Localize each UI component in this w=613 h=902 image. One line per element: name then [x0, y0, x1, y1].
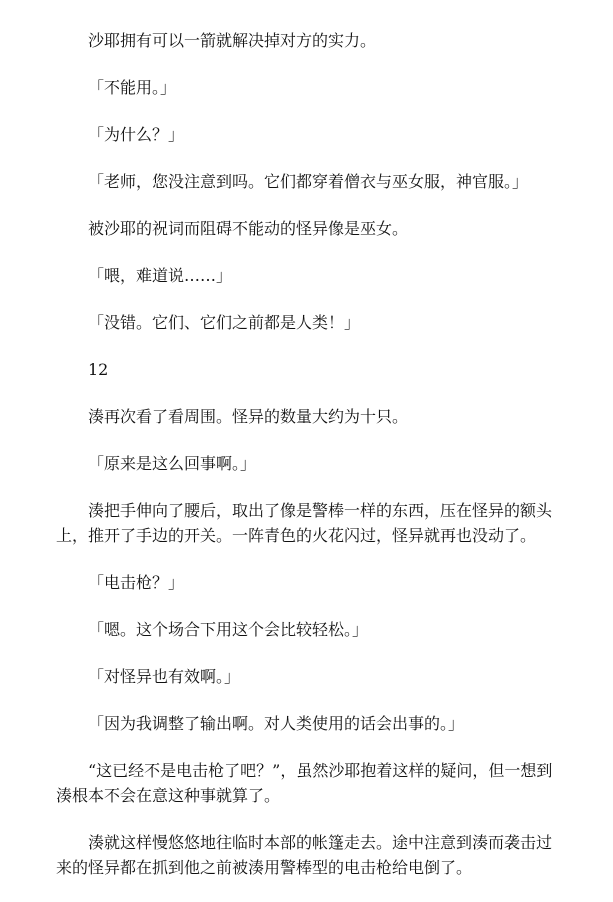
paragraph-1: 沙耶拥有可以一箭就解决掉对方的实力。	[88, 31, 377, 50]
paragraph-16: “这已经不是电击枪了吧？”，虽然沙耶抱着这样的疑问，但一想到湊根本不会在意这种事就算了。	[56, 761, 553, 805]
paragraph-14: 「对怪异也有效啊。」	[88, 667, 241, 686]
paragraph-2: 「不能用。」	[88, 78, 177, 97]
section-number: 12	[88, 360, 109, 379]
paragraph-12: 「电击枪？」	[88, 573, 185, 592]
paragraph-3: 「为什么？」	[88, 125, 185, 144]
paragraph-5: 被沙耶的祝词而阻碍不能动的怪异像是巫女。	[88, 219, 409, 238]
paragraph-15: 「因为我调整了输出啊。对人类使用的话会出事的。」	[88, 714, 465, 733]
document-page	[56, 28, 559, 902]
paragraph-17: 湊就这样慢悠悠地往临时本部的帐篷走去。途中注意到湊而袭击过来的怪异都在抓到他之前被湊用警棒型的电击枪给电倒了。	[56, 833, 553, 877]
paragraph-10: 「原来是这么回事啊。」	[88, 454, 257, 473]
paragraph-6: 「喂，难道说……」	[88, 266, 233, 285]
paragraph-7: 「没错。它们、它们之前都是人类！」	[88, 313, 361, 332]
paragraph-9: 湊再次看了看周围。怪异的数量大约为十只。	[88, 407, 409, 426]
paragraph-11: 湊把手伸向了腰后，取出了像是警棒一样的东西，压在怪异的额头上，推开了手边的开关。一阵青色的火花闪过，怪异就再也没动了。	[56, 501, 553, 545]
paragraph-13: 「嗯。这个场合下用这个会比较轻松。」	[88, 620, 369, 639]
paragraph-4: 「老师，您没注意到吗。它们都穿着僧衣与巫女服，神官服。」	[88, 172, 529, 191]
